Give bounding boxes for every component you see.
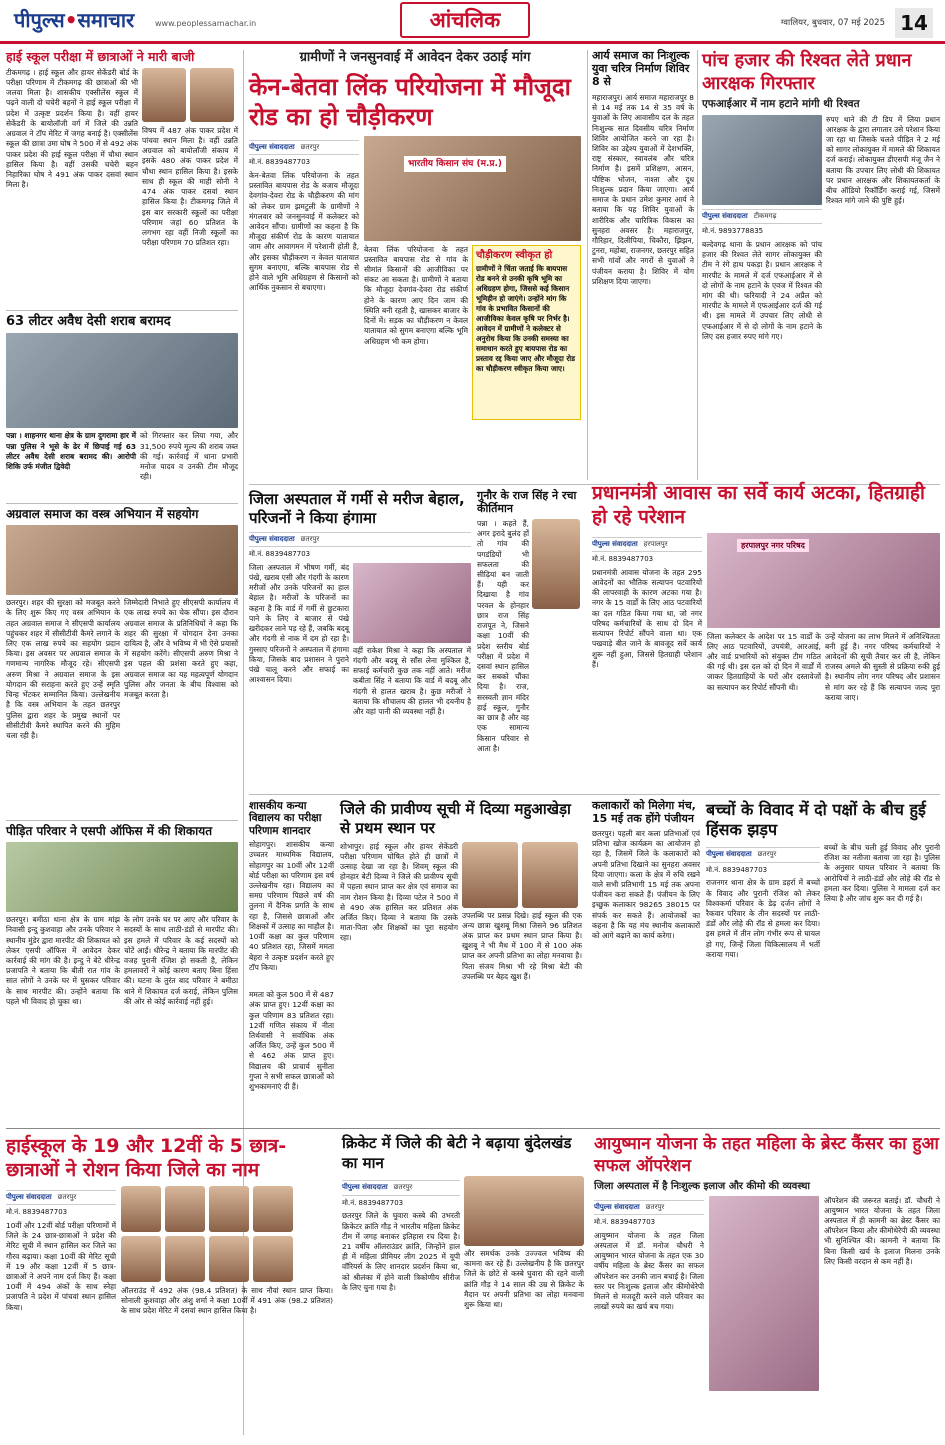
byline: पीपुल्स संवाददाता छतरपुर xyxy=(249,140,359,156)
article-body-cont: बेतवा लिंक परियोजना के तहत प्रस्तावित बायपास रोड से गांव के सीमांत किसानों की आजीविका पर संकट आ सकता है। ग्रामीणों ने बताया कि मौजूदा देवगांव-देवरा रोड संकीर्ण होने के कारण आए दिन जाम की स्थिति बनी रहती है, खासकर बाजार के दिनों में। सड़क का चौड़ीकरण न केवल यातायात को सुगम बनाएगा बल्कि भूमि अधिग्रहण भी कम होगा। xyxy=(364,244,468,346)
headline: 63 लीटर अवैध देसी शराब बरामद xyxy=(6,314,171,329)
headline: आर्य समाज का निःशुल्क युवा चरित्र निर्माण शिविर 8 से xyxy=(592,49,690,88)
divider xyxy=(6,503,238,504)
mobile-number: मो.नं. 8839487703 xyxy=(249,550,311,559)
article-ayushman-cancer xyxy=(594,1134,940,1439)
website-url[interactable]: www.peoplessamachar.in xyxy=(155,19,257,28)
headline: क्रिकेट में जिले की बेटी ने बढ़ाया बुंदेलखंड का मान xyxy=(342,1134,572,1172)
student-photo xyxy=(165,1186,205,1232)
byline: पीपुल्स संवाददाता छतरपुर xyxy=(342,1180,460,1196)
box-title: चौड़ीकरण स्वीकृत हो xyxy=(476,249,553,261)
divider xyxy=(6,310,238,311)
byline: पीपुल्स संवाददाता छतरपुर xyxy=(6,1190,116,1206)
masthead xyxy=(0,0,945,44)
article-body-cont: और समर्थक उनके उज्ज्वल भविष्य की कामना कर रहे हैं। उल्लेखनीय है कि छतरपुर जिले के छोटे से कस्बे घुवारा की रहने वाली क्रांति गौड़ ने 14 साल की उम्र से क्रिकेट के मैदान पर अपनी प्रतिभा का लोहा मनवाना शुरू किया था। xyxy=(464,1249,584,1310)
article-children-dispute xyxy=(706,800,940,1125)
student-photo xyxy=(190,68,234,122)
headline: हाई स्कूल परीक्षा में छात्राओं ने मारी बाजी xyxy=(6,49,195,64)
article-agrawal-samaj xyxy=(6,507,238,817)
kicker: एफआईआर में नाम हटाने मांगी थी रिश्वत xyxy=(702,98,860,110)
section-title: आंचलिक xyxy=(400,2,530,38)
student-photo xyxy=(165,1236,205,1282)
page-number: 14 xyxy=(895,8,933,38)
article-divya-merit xyxy=(340,800,582,1125)
article-body-cont: के लोग उनके घर पर आए और परिवार के सदस्यों के साथ लाठी-डंडों से मारपीट की। इस हमले में परिवार के कई सदस्यों को चोटें आईं। धीरेन्द्र ने बताया कि मारपीट की वजह पुरानी रंजिश हो सकती है, लेकिन हमलावरों ने कोई कारण बताए बिना हिंसा की। घटना के तुरंत बाद परिवार ने बमीठा थाने में शिकायत दर्ज कराई, लेकिन पुलिस की ओर से कोई कार्रवाई नहीं हुई। xyxy=(124,915,238,1006)
office-photo xyxy=(707,533,940,628)
article-body: आयुष्मान योजना के तहत जिला अस्पताल में डॉ. मनोज चौधरी ने आयुष्मान भारत योजना के तहत एक 30 वर्षीय महिला के ब्रेस्ट कैंसर का सफल ऑपरेशन कर उनकी जान बचाई है। जिला स्तर पर निःशुल्क इलाज और कीमोथेरेपी मिलने से मजदूरी करने वाले परिवार का लाखों रुपये का खर्च बच गया। xyxy=(594,1230,704,1312)
cricketer-photo xyxy=(464,1176,584,1246)
student-photo xyxy=(121,1186,161,1232)
mobile-number: मो.नं. 8839487703 xyxy=(342,1198,404,1207)
kicker: ग्रामीणों ने जनसुनवाई में आवेदन देकर उठाई मांग xyxy=(299,50,531,65)
article-pm-awas xyxy=(592,482,940,782)
article-body-cont: ममता को कुल 500 में से 487 अंक प्राप्त हुए। 12वीं कक्षा का कुल परिणाम 83 प्रतिशत रहा। 12वीं गणित संकाय में नीता तिर्थवासी ने सर्वाधिक अंक अर्जित किए, उन्हें कुल 500 में से 462 अंक प्राप्त हुए। विद्यालय की प्राचार्य सुनीता गुप्ता ने सभी सफल छात्राओं को शुभकामनाएं दी हैं। xyxy=(249,990,334,1092)
news-photo xyxy=(6,842,238,912)
banner-text: भारतीय किसान संघ (म.प्र.) xyxy=(404,156,506,172)
article-body: सोहागपुर। शासकीय कन्या उच्चतर माध्यमिक विद्यालय, सोहागपुर का 10वीं और 12वीं बोर्ड परीक्षा का परिणाम इस वर्ष उल्लेखनीय रहा। विद्यालय का समग्र परिणाम पिछले वर्ष की तुलना में दैनिक प्रगति के साथ रहा है, जिससे छात्राओं और शिक्षकों में उत्साह का माहौल है। 10वीं कक्षा का कुल परिणाम 40 प्रतिशत रहा, जिसमें ममता बेहरा ने उत्कृष्ट प्रदर्शन करते हुए टॉप किया। xyxy=(249,840,334,972)
student-photo xyxy=(209,1236,249,1282)
divider xyxy=(6,820,238,821)
article-body-cont2: उन्हें योजना का लाभ मिलने में अनिश्चितता बनी हुई है। नगर परिषद कर्मचारियों ने आवेदनों की सूची तैयार कर ली है, लेकिन राजस्व अमले की सुस्ती से प्रक्रिया रुकी हुई है। स्थानीय लोग नगर परिषद और प्रशासन से मांग कर रहे हैं कि सत्यापन जल्द पूरा कराया जाए। xyxy=(825,631,940,702)
headline: अग्रवाल समाज का वस्त्र अभियान में सहयोग xyxy=(6,507,199,521)
article-body: बल्देवगढ़ थाना के प्रधान आरक्षक को पांच हजार की रिश्वत लेते सागर लोकायुक्त की टीम ने रंगे हाथ पकड़ा है। प्रधान आरक्षक ने मारपीट के मामले में दर्ज एफआईआर में से दो लोगों के नाम हटाने के एवज में रिश्वत की मांग की थी। फरियादी ने 24 अप्रैल को मारपीट के मामले में एफआईआर दर्ज की गई थी। इस मामले में उपचार लिए लोधी से एफआईआर में से दो लोगों के नाम हटाने के लिए दस हजार रुपए मांगे गए। xyxy=(702,239,822,341)
news-photo xyxy=(6,525,238,595)
headline: जिला अस्पताल में गर्मी से मरीज बेहाल, परिजनों ने किया हंगामा xyxy=(249,490,465,527)
mobile-number: मो.नं. 8839487703 xyxy=(706,865,768,874)
student-photo xyxy=(209,1186,249,1232)
divider xyxy=(249,794,940,795)
headline: पांच हजार की रिश्वत लेते प्रधान आरक्षक गिरफ्तार xyxy=(702,50,912,94)
article-sp-office-complaint xyxy=(6,824,238,1124)
student-photo xyxy=(142,68,186,122)
headline: केन-बेतवा लिंक परियोजना में मौजूदा रोड का हो चौड़ीकरण xyxy=(249,72,571,131)
article-body: छतरपुर। बमीठा थाना क्षेत्र के ग्राम मांझ निवासी इन्दु कुशवाहा और उनके परिवार ने स्थानीय मुंडेर द्वारा मारपीट की शिकायत को लेकर एसपी ऑफिस में आवेदन देकर कार्रवाई की मांग की है। इन्दु ने बेटे धीरेन्द्र प्रजापति ने बताया कि बीती रात गांव के सात लोगों ने उनके घर में घुसकर परिवार के साथ मारपीट की। उन्होंने बताया कि पहले भी विवाद हो चुका था। xyxy=(6,915,120,1006)
column-divider xyxy=(587,50,588,480)
byline: पीपुल्स संवाददाता हरपालपुर xyxy=(592,537,702,553)
headline: बच्चों के विवाद में दो पक्षों के बीच हुई हिंसक झड़प xyxy=(706,800,926,839)
headline: जिले की प्रावीण्य सूची में दिव्या महुआखेड़ा से प्रथम स्थान पर xyxy=(340,800,571,837)
article-body-cont: उपलब्धि पर प्रसन्न दिखे। हाई स्कूल की एक अन्य छात्रा खुशबू मिश्रा जिसने 96 प्रतिशत अंक प्राप्त कर प्रथम स्थान प्राप्त किया है। खुशबू ने भी मैथ में 100 में से 100 अंक प्राप्त कर अपनी प्रतिभा का लोहा मनवाया है। पिता संजय मिश्रा भी रहे मिश्रा बेटी की उपलब्धि पर बेहद खुश हैं। xyxy=(462,910,582,981)
mobile-number: मो.नं. 9893778835 xyxy=(702,227,764,236)
article-body: प्रधानमंत्री आवास योजना के तहत 295 आवेदनों का भौतिक सत्यापन पटवारियों की लापरवाही के कारण अटका गया है। नगर के 15 वार्डों के लिए आठ पटवारियों का दल गठित किया गया था, जो नगर परिषद कर्मचारियों के साथ दो दिन में सत्यापन रिपोर्ट सौंपने वाला था। एक पखवाड़े बीत जाने के बावजूद सर्वे कार्य शुरू नहीं हुआ, जिससे हितग्राही परेशान हैं। xyxy=(592,567,702,669)
student-photo xyxy=(462,842,518,908)
article-body: छतरपुर। पहली बार कला प्रतिभाओं एवं प्रतिभा खोज कार्यक्रम का आयोजन हो रहा है, जिसमें जिले के कलाकारों को अपनी प्रतिभा दिखाने का सुनहरा अवसर दिया जाएगा। कला के क्षेत्र में रुचि रखने वाले सभी प्रतिभागी 15 मई तक अपना पंजीयन करा सकते हैं। पंजीयन के लिए इच्छुक कलाकार 98265 38015 पर संपर्क कर सकते हैं। आयोजकों का कहना है कि यह मंच स्थानीय कलाकारों को आगे बढ़ाने का कार्य करेगा। xyxy=(592,828,700,941)
article-body: छतरपुर। शहर की सुरक्षा को मजबूत करने के लिए शुरू किए गए वस्त्र अभियान के तहत अग्रवाल समाज ने सीएसपी कार्यालय पहुंचकर शहर में सीसीटीवी कैमरे लगाने के लिए एक लाख रुपये का सहयोग प्रदान किया। इस अवसर पर अग्रवाल समाज के गणमान्य नागरिक मौजूद रहे। सीएसपी अरुण मिश्रा ने अग्रवाल समाज के इस योगदान की सराहना करते हुए उन्हें स्मृति चिन्ह भेंटकर सम्मानित किया। उल्लेखनीय है कि वस्त्र अभियान के तहत छतरपुर पुलिस द्वारा शहर के प्रमुख स्थानों पर सीसीटीवी कैमरे स्थापित करने की मुहिम चला रही है। xyxy=(6,598,120,740)
headline: आयुष्मान योजना के तहत महिला के ब्रेस्ट कैंसर का हुआ सफल ऑपरेशन xyxy=(594,1134,939,1176)
student-photo xyxy=(522,842,578,908)
article-body: जिला अस्पताल में भीषण गर्मी, बंद पंखे, खराब एसी और गंदगी के कारण मरीजों और उनके परिजनों का हाल बेहाल है। मरीजों के परिजनों का कहना है कि वार्ड में गर्मी से छुटकारा पाने के लिए वे बाजार से पंखे खरीदकर लाने पड़ रहे हैं, जबकि बदबू और गंदगी से नाक में दम हो रहा है। गुस्साए परिजनों ने अस्पताल में हंगामा किया, जिसके बाद प्रशासन ने पुराने पंखे चालू करने और सफाई का आश्वासन दिया। xyxy=(249,562,349,685)
article-body-cont: वहीं राकेश मिश्रा ने कहा कि अस्पताल में गंदगी और बदबू से साँस लेना मुश्किल है, सफाई कर्मचारी कुछ तक नहीं आते। मरीज कबीता सिंह ने बताया कि वार्ड में बदबू और गंदगी से हालत खराब है। कुछ मरीजों ने बताया कि शौचालय की हालत भी दयनीय है और वहां पानी की व्यवस्था नहीं है। xyxy=(353,645,471,717)
article-ken-betwa xyxy=(249,50,581,480)
article-bribe-arrest xyxy=(702,50,940,480)
divider xyxy=(6,1128,940,1129)
article-raj-singh xyxy=(477,490,582,790)
byline: पीपुल्स संवाददाता छतरपुर xyxy=(706,847,820,863)
article-body: 10वीं और 12वीं बोर्ड परीक्षा परिणामों में जिले के 24 छात्र-छात्राओं ने प्रदेश की मेरिट सूची में स्थान हासिल कर जिले का गौरव बढ़ाया। कक्षा 10वीं की मेरिट सूची में 19 और कक्षा 12वीं में 5 छात्र-छात्राओं ने अपने नाम दर्ज किए हैं। कक्षा 10वीं में 494 अंकों के साथ स्नेहा प्रजापति ने प्रदेश में पांचवां स्थान हासिल किया। xyxy=(6,1220,116,1312)
student-photo xyxy=(253,1186,293,1232)
article-girls-school xyxy=(249,800,334,1125)
news-photo xyxy=(6,333,238,428)
article-body-cont: बच्चों के बीच चली हुई विवाद और पुरानी रंजिश का नतीजा बताया जा रहा है। पुलिस के अनुसार घायल परिवार ने बताया कि आरोपियों ने लाठी-डंडों और लोहे की रॉड से हमला कर दिया। पुलिस ने मामला दर्ज कर लिया है और जांच शुरू कर दी गई है। xyxy=(824,843,940,904)
headline: पीड़ित परिवार ने एसपी ऑफिस में की शिकायत xyxy=(6,824,213,838)
box-text: ग्रामीणों ने चिंता जताई कि बायपास रोड बनने से उनकी कृषि भूमि का अधिग्रहण होगा, जिससे कई किसान भूमिहीन हो जाएंगे। उन्होंने मांग कि गांव के प्रभावित किसानों की आजीविका केवल कृषि पर निर्भर है। आवेदन में ग्रामीणों ने कलेक्टर से अनुरोध किया कि उनकी समस्या का समाधान करते हुए बायपास रोड का प्रस्ताव रद्द किया जाए और मौजूदा रोड का चौड़ीकरण स्वीकृत किया जाए। xyxy=(476,264,575,373)
news-photo xyxy=(702,115,822,205)
article-body: शोभापुर। हाई स्कूल और हायर सेकेंडरी परीक्षा परिणाम घोषित होते ही छात्रों में उत्साह देखा जा रहा है। शिवम् स्कूल की होनहार बेटी दिव्या ने जिले की प्रावीण्य सूची में पहला स्थान प्राप्त कर क्षेत्र एवं समाज का नाम रोशन किया है। दिव्या पटेल ने 500 में से 490 अंक हासिल कर प्रतिशत अंक अर्जित किए। दिव्या ने बताया कि उसके माता-पिता और शिक्षकों का पूरा सहयोग रहा। xyxy=(340,841,458,943)
article-board-result-girls xyxy=(6,50,238,308)
student-photo xyxy=(532,519,580,609)
headline: कलाकारों को मिलेगा मंच, 15 मई तक होंगे पंजीयन xyxy=(592,799,696,825)
article-hospital-heat xyxy=(249,490,471,790)
article-body: पन्ना । कहते हैं, अगर इरादे बुलंद हों तो गांव की पगडंडियों भी सफलता की सीढ़ियां बन जाती हैं। यही कर दिखाया है गांव परवल के होनहार छात्र राज सिंह राजपूत ने, जिसने कक्षा 10वीं की प्रदेश स्तरीय बोर्ड परीक्षा में प्रदेश में दसवां स्थान हासिल कर सबको चौंका दिया है। राज, सरस्वती ज्ञान मंदिर हाई स्कूल, गुनौर का छात्र है और वह एक सामान्य किसान परिवार से आता है। xyxy=(477,518,529,753)
article-body-cont: ऑपरेशन की जरूरत बताई। डॉ. चौधरी ने आयुष्मान भारत योजना के तहत जिला अस्पताल में ही कामनी का ब्रेस्ट कैंसर का ऑपरेशन किया और कीमोथेरेपी की व्यवस्था भी सुनिश्चित की। कामनी ने बताया कि बिना किसी खर्च के इलाज मिलना उनके लिए किसी वरदान से कम नहीं है। xyxy=(824,1195,940,1266)
article-body: राजनगर थाना क्षेत्र के ग्राम डहर्रा में बच्चों के विवाद और पुरानी रंजिश को लेकर विश्वकर्मा परिवार के डेढ़ दर्जन लोगों ने रैकवार परिवार के तीन सदस्यों पर लाठी-डंडों और लोहे की रॉड से हमला कर दिया। इस हमले में तीन लोग गंभीर रूप से घायल हो गए, जिन्हें जिला चिकित्सालय में भर्ती कराया गया। xyxy=(706,878,820,959)
doctor-photo xyxy=(709,1196,819,1391)
article-body-cont: रुपए थाने की टी डिप में लिया प्रधान आरक्षक के द्वारा लगातार उसे परेशान किया जा रहा था जिसके चलते पीड़ित ने 2 मई को सागर लोकायुक्त में मामले की शिकायत दर्ज कराई। लोकायुक्त डीएसपी मंजू जैन ने बताया कि उपचार लिए लोधी की शिकायत पर प्रधान आरक्षक और शिकायतकर्ता के बीच ऑडियो रिकॉर्डिंग कराई गई, जिसमें रिश्वत मांगे जाने की पुष्टि हुई। xyxy=(826,114,940,206)
article-liquor-seized xyxy=(6,314,238,500)
article-body-cont: ऑलराउंड में 492 अंक (98.4 प्रतिशत) के साथ नौवां स्थान प्राप्त किया। सोनाली कुशवाहा और अंशु शर्मा ने कक्षा 10वीं में 491 अंक (98.2 प्रतिशत) के साथ प्रदेश मेरिट में दसवां स्थान हासिल किया है। xyxy=(121,1285,333,1316)
headline: गुनौर के राज सिंह ने रचा कीर्तिमान xyxy=(477,489,577,515)
signboard-text: हरपालपुर नगर परिषद xyxy=(737,539,809,552)
byline: पीपुल्स संवाददाता टीकमगढ़ xyxy=(702,209,822,225)
article-body-cont: जिला कलेक्टर के आदेश पर 15 वार्डों के लिए आठ पटवारियों, उपयंत्री, आरआई, और वार्ड प्रभारियों को संयुक्त टीम गठित की गई थी। इस दल को दो दिन में वार्डों में जाकर हितग्राहियों के घरों और दस्तावेजों का सत्यापन कर रिपोर्ट सौंपनी थी। xyxy=(707,631,821,692)
mobile-number: मो.नं. 8839487703 xyxy=(592,555,654,564)
mobile-number: मो.नं. 8839487703 xyxy=(594,1218,656,1227)
headline: प्रधानमंत्री आवास का सर्वे कार्य अटका, हितग्राही हो रहे परेशान xyxy=(592,482,925,528)
student-photos xyxy=(121,1186,333,1282)
article-body: महाराजपुर। आर्य समाज महाराजपुर 8 से 14 मई तक 14 से 35 वर्ष के युवाओं के लिए आवासीय दल के तहत निःशुल्क सात दिवसीय चरित्र निर्माण शिविर आयोजित करने जा रहा है। शिविर का उद्देश्य युवाओं में देशभक्ति, राष्ट्र संस्कार, स्वावलंब और चरित्र निर्माण है। इसमें प्रशिक्षण, आसन, पौष्टिक भोजन, नाश्ता और दूध निःशुल्क प्रदान किया जाएगा। आर्य समाज के प्रधान उमेश कुमार आर्य ने बताया कि यह शिविर युवाओं के शारीरिक और चारित्रिक विकास का सुनहरा अवसर है। महाराजपुर, गौरिहार, दिलीपिया, चिकौरा, झिझन, टुनरा, महोबा, राजनगर, छतरपुर सहित सभी गांवों और नगरों से युवाओं ने पंजीयन कराया है। शिविर में योग प्रशिक्षण दिया जाएगा। xyxy=(592,92,694,286)
kicker: जिला अस्पताल में है निःशुल्क इलाज और कीमो की व्यवस्था xyxy=(594,1180,811,1192)
edition-date: ग्वालियर, बुधवार, 07 मई 2025 xyxy=(780,18,885,28)
article-artists-registration xyxy=(592,800,700,1125)
article-body-cont: जिम्मेदारी निभाते हुए सीएसपी कार्यालय में एक लाख रुपये का चेक सौंपा। इस दौरान अग्रवाल समाज के प्रतिनिधियों ने कहा कि शहर की सुरक्षा में योगदान देना उनका दायित्व है, और वे भविष्य में भी ऐसे प्रयासों में सहयोग करेंगे। सीएसपी अरुण मिश्रा ने इस पहल की प्रशंसा करते हुए कहा, अग्रवाल समाज का यह महत्वपूर्ण योगदान पुलिस और जनता के बीच विश्वास को मजबूत करता है। xyxy=(124,598,238,700)
highlight-box xyxy=(472,245,581,420)
article-body: छतरपुर जिले के घुवारा कस्बे की उभरती क्रिकेटर क्रांति गौड़ ने भारतीय महिला क्रिकेट टीम में जगह बनाकर इतिहास रच दिया है। 21 वर्षीय ऑलराउंडर क्रांति, जिन्होंने हाल ही में महिला प्रीमियर लीग 2025 में यूपी वॉरियर्स के लिए शानदार प्रदर्शन किया था, को श्रीलंका में होने वाली त्रिकोणीय सीरीज के लिए चुना गया है। xyxy=(342,1211,460,1292)
patient-photo xyxy=(353,563,471,643)
headline: हाईस्कूल के 19 और 12वीं के 5 छात्र-छात्राओं ने रोशन किया जिले का नाम xyxy=(6,1135,287,1182)
byline: पीपुल्स संवाददाता छतरपुर xyxy=(594,1200,704,1216)
student-photo xyxy=(121,1236,161,1282)
column-divider xyxy=(697,50,698,480)
mobile-number: मो.नं. 8839487703 xyxy=(6,1208,68,1217)
student-photo xyxy=(253,1236,293,1282)
mobile-number: मो.नं. 8839487703 xyxy=(249,158,311,167)
student-photos xyxy=(462,842,582,908)
headline: शासकीय कन्या विद्यालय का परीक्षा परिणाम शानदार xyxy=(249,800,322,837)
byline: पीपुल्स संवाददाता छतरपुर xyxy=(249,532,471,548)
student-photos xyxy=(142,68,238,122)
article-merit-students xyxy=(6,1134,336,1439)
photo-caption: पन्ना । शाहनगर थाना क्षेत्र के ग्राम दुगरामा हार में पन्ना पुलिस ने भूसे के ढेर में छिपाई गई 63 लीटर अवैध देसी शराब बरामद की। आरोपी शिकि उर्फ मंजीत द्विवेदी xyxy=(6,431,136,471)
newspaper-logo[interactable]: पीपुल्स•समाचार xyxy=(14,8,135,32)
article-body: टीकमगढ़ । हाई स्कूल और हायर सेकेंडरी बोर्ड के परीक्षा परिणाम में टीकमगढ़ की छात्राओं की भी जलवा मिला है। शासकीय एक्सीलेंस स्कूल में पढ़ने वाली दो चचेरी बहनों ने हाई स्कूल परीक्षा में प्रदेश में उत्कृष्ट प्रदर्शन किया है। वहीं हायर सेकेंडरी के बायोलॉजी वर्ग में जिले की उन्नति अग्रवाल ने टॉप मेरिट में जगह बनाई है। एक्सीलेंस स्कूल की छात्रा उमा घोष ने 500 में से 492 अंक पाकर प्रदेश की हाई स्कूल परीक्षा में चौथा स्थान हासिल किया है। वहीं उसकी चचेरी बहन निहारिका घोष ने 491 अंक पाकर दसवां स्थान मिला है। xyxy=(6,67,138,190)
protest-photo xyxy=(364,136,581,241)
article-arya-samaj xyxy=(592,50,694,480)
article-body: केन-बेतवा लिंक परियोजना के तहत प्रस्तावित बायपास रोड के बजाय मौजूदा देवगांव-देवरा रोड के चौड़ीकरण की मांग को लेकर ग्राम झमटुली के ग्रामीणों ने मंगलवार को जनसुनवाई में कलेक्टर को आवेदन सौंपा। ग्रामीणों का कहना है कि मौजूदा संकीर्ण रोड के कारण यातायात जाम और आवागमन में परेशानी होती है, और इसका चौड़ीकरण न केवल यातायात सुगम बनाएगा, बल्कि बायपास रोड से होने वाले भूमि अधिग्रहण से किसानों को आर्थिक नुकसान से बचाएगा। xyxy=(249,170,359,293)
article-body-cont: विषय में 487 अंक पाकर प्रदेश में पांचवा स्थान मिला है। वहीं उन्नति अग्रवाल को बायोलॉजी संकाय में इसके 480 अंक पाकर प्रदेश में चौथा स्थान हासिल किया है। इसके साथ ही स्कूल की माही सोनी ने 474 अंक पाकर दसवां स्थान हासिल किया है। टीकमगढ़ जिले में इस बार सरकारी स्कूलों का परीक्षा परिणाम जहां 60 प्रतिशत के लगभग रहा वहीं निजी स्कूलों का परीक्षा परिणाम 70 प्रतिशत रहा। xyxy=(142,125,238,248)
article-body: को गिरफ्तार कर लिया गया, और 31,500 रुपये मूल्य की शराब जब्त की गई। कार्रवाई में थाना प्रभारी मनोज यादव व उनकी टीम मौजूद रही। xyxy=(140,431,238,482)
article-cricket-daughter xyxy=(342,1134,588,1439)
